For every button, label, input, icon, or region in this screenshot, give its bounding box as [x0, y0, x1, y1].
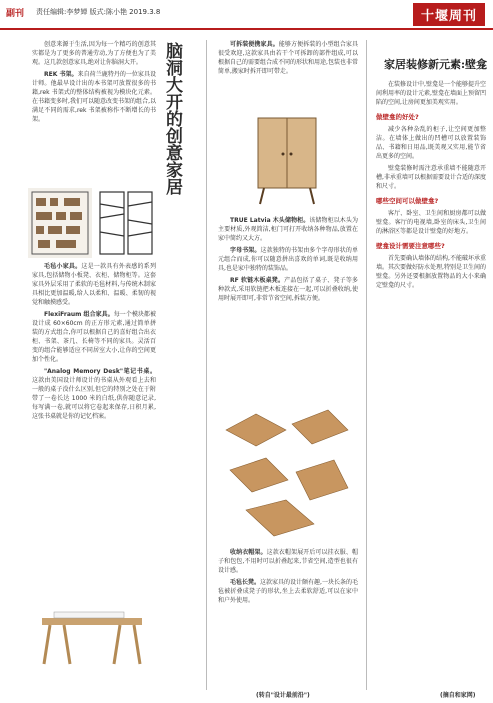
question-benefits: 做壁龛的好处?: [376, 113, 419, 121]
desk-drawing: [34, 600, 150, 668]
column-middle-2: [218, 216, 358, 306]
felt-bench-text: 这款家具的设计颇有趣,一块长条的毛毡被折叠成凳子的形状,坐上去柔软舒适,可以在家中和户外使用。: [218, 579, 358, 604]
latvia-text: 该储物柜以木头为主要材质,外观简洁,柜门可打开收纳各种物品,放置在家中简约又大方。: [218, 217, 358, 242]
source-note-right: (摘自和家网): [440, 692, 476, 699]
answer-spaces: 客厅、卧室、卫生间和厨房都可以做壁龛。客厅的电视墙,卧室的床头,卫生间的淋浴区等都是设计壁龛的好地方。: [376, 210, 486, 235]
module-text: 这是一款具有外表感的系列家具,包括储物小板凳、衣柜、储物柜等。这套家具外层采用了柔软的毛毡材料,与传统木制家具相比更加温暖,给人以柔和、温暖、柔韧的视觉和触摸感受。: [32, 263, 156, 306]
masthead-title: 十堰周刊: [413, 3, 485, 26]
folding-text: 能够方便拆装的小型组合家具很受欢迎,这款家具由若干个可拆卸的部件组成,可以根据自己的需要组合成不同的形状和用途,包装也非常简单,搬家时拆开即可带走。: [218, 41, 358, 75]
question-spaces: 哪些空间可以做壁龛?: [376, 197, 439, 205]
wood-cabinet-drawing: [218, 110, 356, 210]
page-header: [0, 0, 493, 30]
answer-benefits-2: 壁龛装修时需注意承重墙不能随意开槽,非承重墙可以根据需要设计合适的深度和尺寸。: [376, 165, 486, 190]
column-middle: [218, 40, 358, 79]
sidebar-title: 家居装修新元素:壁龛: [384, 58, 488, 71]
latvia-lead: TRUE Latvia 木头储物柜。: [230, 217, 310, 224]
editor-credits: 责任编辑:李梦婵 版式:陈小艳 2019.3.8: [36, 8, 161, 16]
white-shelf-drawing: [96, 188, 156, 258]
rf-lead: RF 软链木板桌凳。: [230, 277, 285, 284]
table-text: 这款独特的书架由多个字母形状的单元组合而成,你可以随意拼出喜欢的单词,既是收纳用具,也是家中独特的装饰品。: [218, 247, 358, 272]
column-divider-2: [366, 40, 367, 690]
answer-notes: 首先要确认墙体的结构,不能破坏承重墙。其次要做好防水处理,特别是卫生间的壁龛。另外还要根据放置物品的大小来确定壁龛的尺寸。: [376, 255, 486, 289]
table-lead: 字母书架。: [230, 247, 261, 254]
rek-lead: REK 书架。: [44, 71, 78, 78]
analog-desk-photo: [34, 600, 150, 668]
hanger-text: 这款衣帽架展开后可以挂衣服、帽子和包包,不用时可以折叠起来,节省空间,造型也很有设计感。: [218, 549, 358, 574]
module-lead: 毛毡小家具。: [44, 263, 82, 270]
answer-benefits: 减少各种杂乱的柜子,让空间更加整洁。在墙体上做出的凹槽可以放置装饰品、书籍和日用品,既美观又实用,能节省出更多的空间。: [376, 126, 486, 160]
analog-text: 这款由美国设计师设计的书桌从外观看上去和一般的桌子没什么区别,但它的特别之处在于附带了一卷长达 1000 米的白纸,供你随意记录,每写满一卷,就可以将它卷起来保存,日积月累,这张书桌就是你的记忆档案。: [32, 377, 156, 420]
question-notes: 壁龛设计需要注意哪些?: [376, 242, 445, 250]
folding-lead: 可拆装便携家具。: [230, 41, 279, 48]
hanger-lead: 收纳衣帽架。: [230, 549, 267, 556]
rf-text: 产品包括了桌子、凳子等多种款式,采用软链把木板连接在一起,可以折叠收纳,使用时展开即可,非常节省空间,拆装方便。: [218, 277, 358, 302]
felt-bench-lead: 毛毡长凳。: [230, 579, 261, 586]
source-note-middle: (转自"设计最前沿"): [256, 692, 310, 699]
analog-lead: "Analog Memory Desk"笔记书桌。: [44, 368, 156, 375]
rek-bookshelf-drawing: [28, 188, 92, 258]
rek-bookshelf-photo: [28, 188, 92, 258]
rek-shelf-white-photo: [96, 188, 156, 258]
section-label: 副刊: [6, 9, 25, 19]
niche-intro: 在装修设计中,壁龛是一个能够提升空间利用率的设计元素,壁龛在墙面上预留凹陷的空间,让房间更加美观实用。: [376, 81, 486, 106]
folding-furniture-photo: [216, 400, 358, 542]
column-divider-1: [206, 40, 207, 690]
column-middle-3: [218, 548, 358, 608]
main-title: 脑洞大开的创意家居: [162, 42, 182, 195]
intro-paragraph: 创意来源于生活,因为每一个精巧的创意其实都是为了更多的普通劳动,为了方便也为了美观。这几款创意家具,绝对让你脑洞大开。: [32, 41, 156, 66]
fraum-lead: FlexiFraum 组合家具。: [44, 311, 114, 318]
column-left-middle: [32, 262, 156, 424]
folding-wood-drawing: [216, 400, 358, 542]
fraum-text: 每一个模块都被设计成 60×60cm 的正方形元素,通过简单拼装的方式组合,你可以根据自己的喜好组合出衣柜、书架、茶几、长椅等不同的家具。灵活百变的组合能够适应不同居室大小,让你的空间更加个性化。: [32, 311, 156, 363]
column-right: [376, 80, 486, 293]
rek-text: 来自荷兰鹿特丹的一位家具设计师。他最早设计出的本书架可放置很多的书籍,rek 书架式的整体结构被视为模块化元素。在书籍变多时,我们可以随意改变书架的组合,以满足不同的需求,rek 书架被称作不断增长的书架。: [32, 71, 156, 123]
column-left: [32, 40, 156, 127]
latvia-cabinet-photo: [218, 110, 356, 210]
